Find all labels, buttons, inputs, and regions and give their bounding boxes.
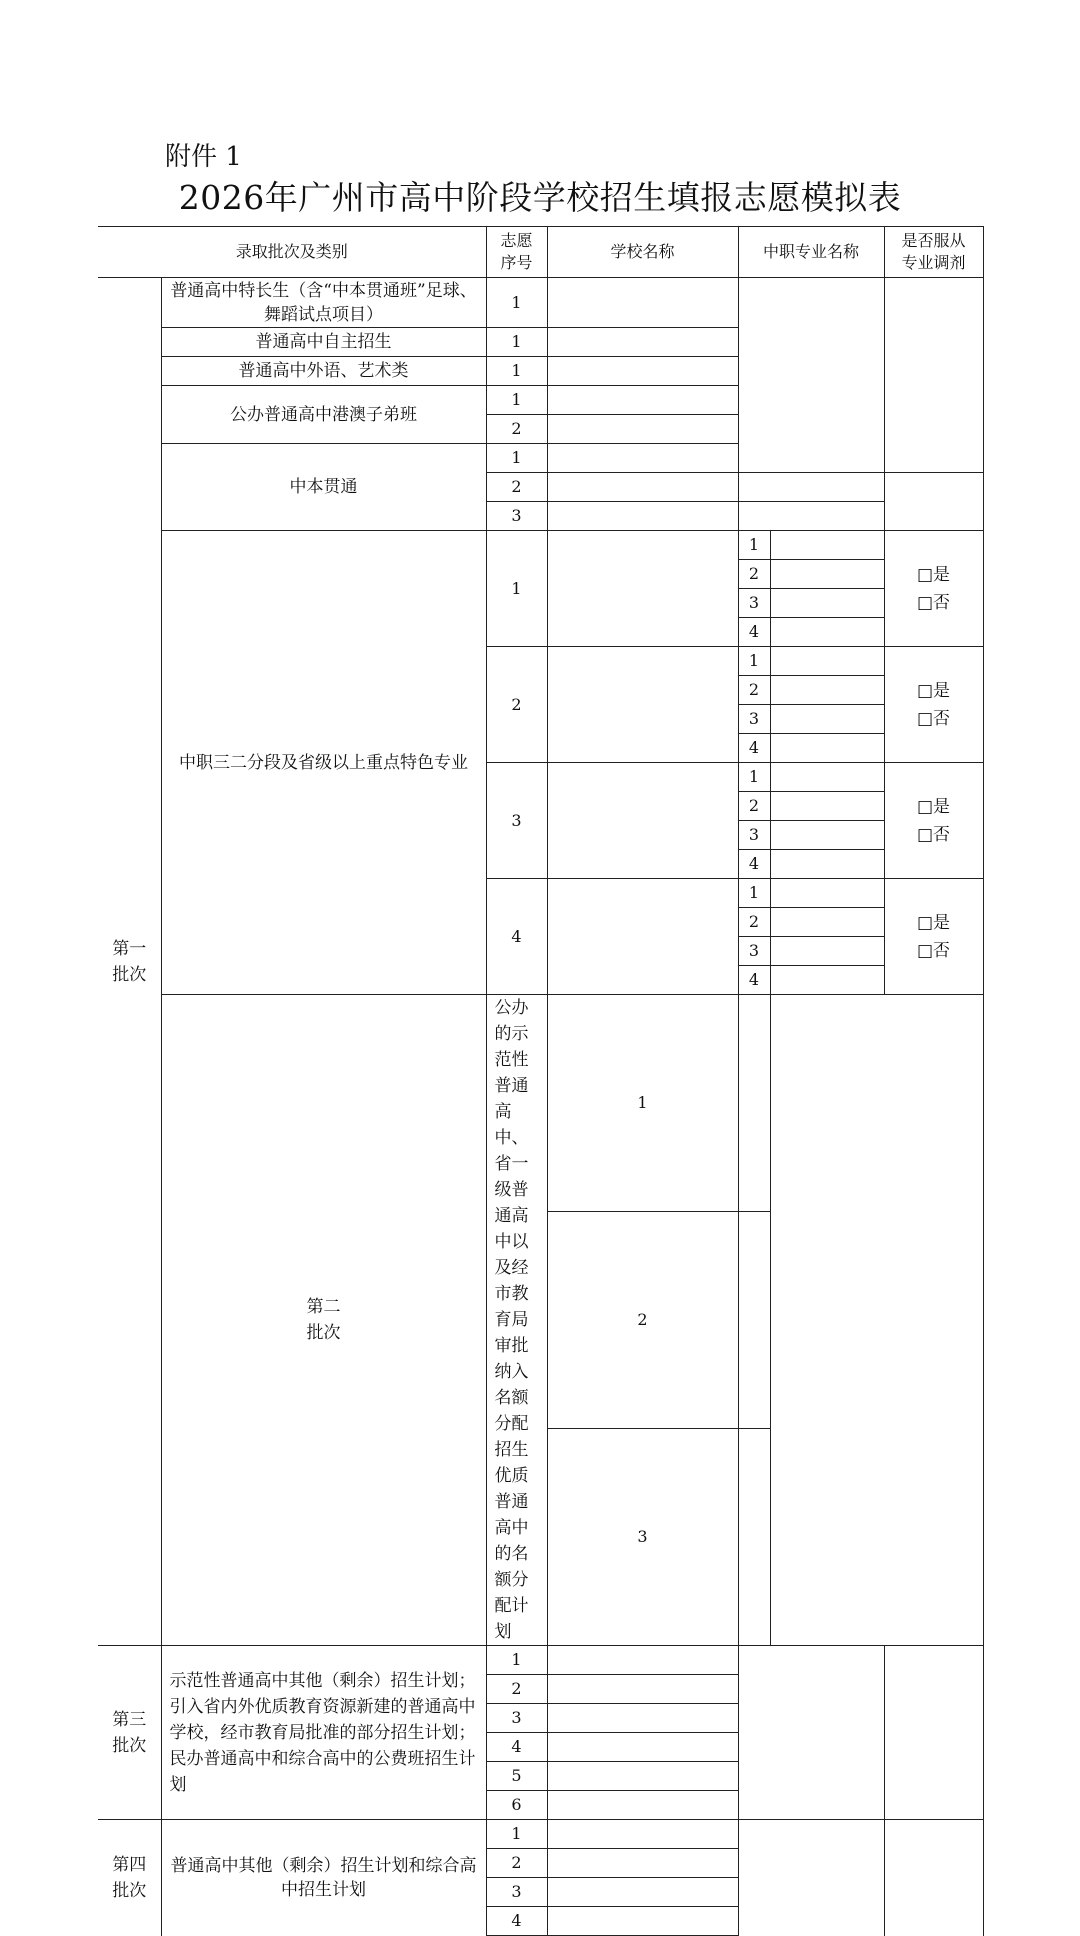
header-major: 中职专业名称 xyxy=(738,227,884,278)
header-school: 学校名称 xyxy=(547,227,738,278)
major-cell-blank xyxy=(738,278,884,473)
seq-number: 4 xyxy=(486,1733,547,1762)
header-category: 录取批次及类别 xyxy=(98,227,486,278)
major-name-cell[interactable] xyxy=(770,734,884,763)
major-seq-number: 1 xyxy=(738,531,770,560)
major-seq-number: 4 xyxy=(738,734,770,763)
major-name-cell[interactable] xyxy=(770,966,884,995)
batch1-label: 第一 批次 xyxy=(98,278,161,1646)
major-name-cell[interactable] xyxy=(770,705,884,734)
seq-number: 2 xyxy=(547,1212,738,1429)
adjust-choice[interactable] xyxy=(884,531,983,647)
no-checkbox[interactable]: □否 xyxy=(917,940,951,961)
seq-number: 2 xyxy=(486,1675,547,1704)
yes-checkbox[interactable]: □是 xyxy=(917,912,951,933)
major-seq-number: 2 xyxy=(738,792,770,821)
yes-checkbox[interactable]: □是 xyxy=(917,796,951,817)
header-seq: 志愿 序号 xyxy=(486,227,547,278)
school-name-cell[interactable] xyxy=(547,1878,738,1907)
seq-number: 5 xyxy=(486,1762,547,1791)
major-name-cell[interactable] xyxy=(770,531,884,560)
category-zhongben: 中本贯通 xyxy=(161,444,486,531)
school-name-cell[interactable] xyxy=(738,1212,770,1429)
major-name-cell[interactable] xyxy=(770,879,884,908)
header-row xyxy=(98,227,983,278)
school-name-cell[interactable] xyxy=(547,473,738,502)
category-batch4: 普通高中其他（剩余）招生计划和综合高中招生计划 xyxy=(161,1820,486,1936)
category-vocational: 中职三二分段及省级以上重点特色专业 xyxy=(161,531,486,995)
major-name-cell[interactable] xyxy=(770,618,884,647)
seq-number: 3 xyxy=(486,763,547,879)
major-seq-number: 2 xyxy=(738,560,770,589)
major-cell-blank xyxy=(770,995,983,1646)
category-autonomous: 普通高中自主招生 xyxy=(161,328,486,357)
school-name-cell[interactable] xyxy=(547,502,738,531)
seq-number: 2 xyxy=(486,647,547,763)
seq-number: 1 xyxy=(486,357,547,386)
seq-number: 1 xyxy=(486,444,547,473)
no-checkbox[interactable]: □否 xyxy=(917,708,951,729)
major-seq-number: 1 xyxy=(738,879,770,908)
school-name-cell[interactable] xyxy=(547,1675,738,1704)
seq-number: 2 xyxy=(486,473,547,502)
batch2-label: 第二 批次 xyxy=(161,995,486,1646)
major-name-cell[interactable] xyxy=(770,589,884,618)
category-batch3: 示范性普通高中其他（剩余）招生计划；引入省内外优质教育资源新建的普通高中学校，经市教育局批准的部分招生计划；民办普通高中和综合高中的公费班招生计划 xyxy=(161,1646,486,1820)
seq-number: 1 xyxy=(547,995,738,1212)
school-name-cell[interactable] xyxy=(547,531,738,647)
school-name-cell[interactable] xyxy=(547,1907,738,1936)
major-name-cell[interactable] xyxy=(738,502,884,531)
attachment-label: 附件 1 xyxy=(165,142,242,172)
major-name-cell[interactable] xyxy=(770,937,884,966)
seq-number: 1 xyxy=(486,1646,547,1675)
category-special-talent: 普通高中特长生（含“中本贯通班”足球、舞蹈试点项目） xyxy=(161,278,486,328)
major-name-cell[interactable] xyxy=(770,763,884,792)
adjust-choice[interactable] xyxy=(884,879,983,995)
seq-number: 3 xyxy=(486,502,547,531)
seq-number: 4 xyxy=(486,879,547,995)
seq-number: 6 xyxy=(486,1791,547,1820)
batch4-label: 第四 批次 xyxy=(98,1820,161,1936)
adjust-cell-blank xyxy=(884,278,983,473)
adjust-choice[interactable] xyxy=(884,647,983,763)
adjust-cell-blank xyxy=(884,1820,983,1936)
major-seq-number: 1 xyxy=(738,647,770,676)
major-name-cell[interactable] xyxy=(770,850,884,879)
school-name-cell[interactable] xyxy=(547,444,738,473)
major-name-cell[interactable] xyxy=(770,908,884,937)
school-name-cell[interactable] xyxy=(547,1646,738,1675)
major-name-cell[interactable] xyxy=(770,821,884,850)
seq-number: 1 xyxy=(486,531,547,647)
seq-number: 2 xyxy=(486,415,547,444)
school-name-cell[interactable] xyxy=(547,328,738,357)
category-foreign-art: 普通高中外语、艺术类 xyxy=(161,357,486,386)
school-name-cell[interactable] xyxy=(738,1429,770,1646)
school-name-cell[interactable] xyxy=(547,357,738,386)
major-name-cell[interactable] xyxy=(770,560,884,589)
yes-checkbox[interactable]: □是 xyxy=(917,680,951,701)
major-seq-number: 4 xyxy=(738,618,770,647)
adjust-cell-blank xyxy=(884,473,983,531)
seq-number: 1 xyxy=(486,386,547,415)
yes-checkbox[interactable]: □是 xyxy=(917,564,951,585)
no-checkbox[interactable]: □否 xyxy=(917,592,951,613)
school-name-cell[interactable] xyxy=(547,1704,738,1733)
seq-number: 1 xyxy=(486,278,547,328)
school-name-cell[interactable] xyxy=(547,278,738,328)
adjust-choice[interactable] xyxy=(884,763,983,879)
major-cell-blank xyxy=(738,1820,884,1936)
school-name-cell[interactable] xyxy=(547,647,738,763)
category-hk-macau: 公办普通高中港澳子弟班 xyxy=(161,386,486,444)
major-seq-number: 3 xyxy=(738,821,770,850)
adjust-cell-blank xyxy=(884,1646,983,1820)
application-form-table xyxy=(98,226,984,1936)
school-name-cell[interactable] xyxy=(738,995,770,1212)
page-title: 2026年广州市高中阶段学校招生填报志愿模拟表 xyxy=(178,178,902,217)
batch3-label: 第三 批次 xyxy=(98,1646,161,1820)
seq-number: 3 xyxy=(547,1429,738,1646)
no-checkbox[interactable]: □否 xyxy=(917,824,951,845)
seq-number: 1 xyxy=(486,1820,547,1849)
seq-number: 3 xyxy=(486,1878,547,1907)
school-name-cell[interactable] xyxy=(547,763,738,879)
school-name-cell[interactable] xyxy=(547,1762,738,1791)
major-name-cell[interactable] xyxy=(770,792,884,821)
school-name-cell[interactable] xyxy=(547,879,738,995)
school-name-cell[interactable] xyxy=(547,1849,738,1878)
header-adjust: 是否服从 专业调剂 xyxy=(884,227,983,278)
major-seq-number: 4 xyxy=(738,966,770,995)
school-name-cell[interactable] xyxy=(547,386,738,415)
school-name-cell[interactable] xyxy=(547,1733,738,1762)
major-name-cell[interactable] xyxy=(738,473,884,502)
major-seq-number: 3 xyxy=(738,937,770,966)
seq-number: 1 xyxy=(486,328,547,357)
seq-number: 3 xyxy=(486,1704,547,1733)
school-name-cell[interactable] xyxy=(547,415,738,444)
seq-number: 4 xyxy=(486,1907,547,1936)
major-cell-blank xyxy=(738,1646,884,1820)
major-seq-number: 3 xyxy=(738,705,770,734)
major-name-cell[interactable] xyxy=(770,647,884,676)
major-seq-number: 3 xyxy=(738,589,770,618)
school-name-cell[interactable] xyxy=(547,1820,738,1849)
major-seq-number: 1 xyxy=(738,763,770,792)
seq-number: 2 xyxy=(486,1849,547,1878)
major-name-cell[interactable] xyxy=(770,676,884,705)
major-seq-number: 4 xyxy=(738,850,770,879)
major-seq-number: 2 xyxy=(738,676,770,705)
category-batch2: 公办的示范性普通高中、省一级普通高中以及经市教育局审批纳入名额分配招生优质普通高中的名额分配计划 xyxy=(486,995,547,1646)
major-seq-number: 2 xyxy=(738,908,770,937)
school-name-cell[interactable] xyxy=(547,1791,738,1820)
